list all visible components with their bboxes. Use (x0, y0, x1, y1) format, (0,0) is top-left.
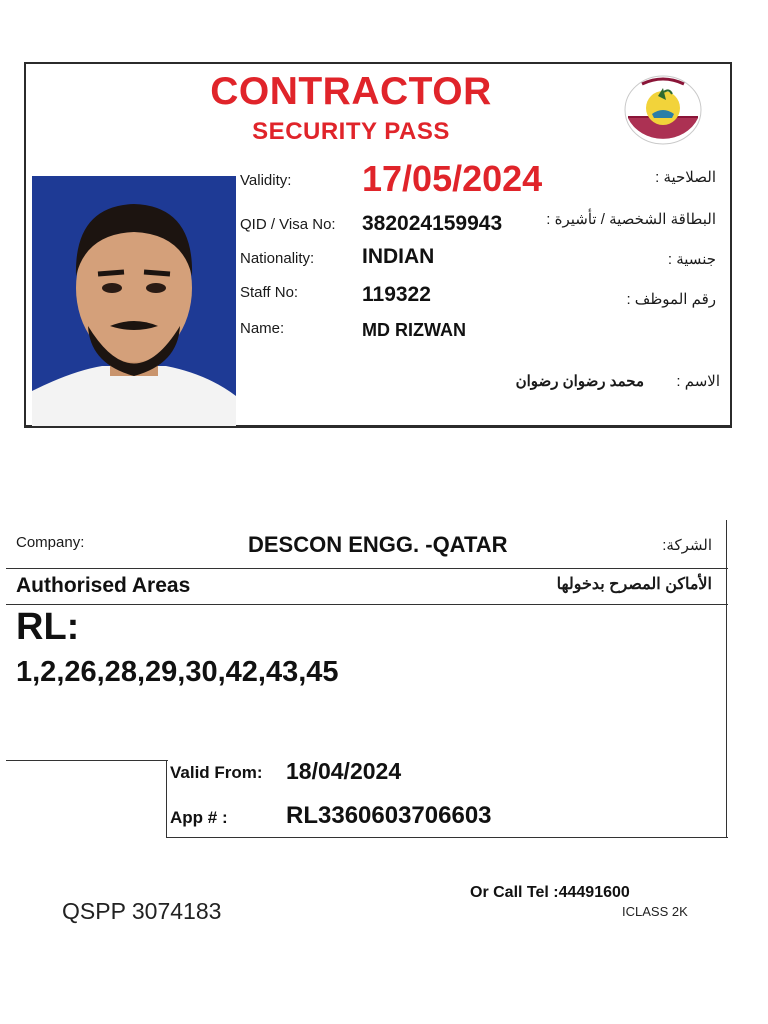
call-telephone: Or Call Tel :44491600 (470, 884, 630, 901)
authorised-areas-label: Authorised Areas (16, 574, 191, 597)
nationality-value: INDIAN (362, 245, 435, 268)
security-pass-back (2, 520, 732, 950)
staff-no-label: Staff No: (240, 284, 299, 301)
app-number-value: RL3360603706603 (286, 802, 492, 829)
valid-from-value: 18/04/2024 (286, 758, 402, 784)
divider-top (6, 568, 728, 569)
divider-left-stub (6, 760, 168, 761)
nationality-arabic-label: جنسية : (667, 251, 716, 268)
name-arabic-value: محمد رضوان رضوان (515, 373, 644, 390)
authorised-areas-arabic-label: الأماكن المصرح بدخولها (556, 576, 712, 593)
nationality-label: Nationality: (240, 250, 315, 267)
staff-no-value: 119322 (362, 283, 431, 306)
validity-label: Validity: (240, 172, 292, 189)
card-subtitle: SECURITY PASS (252, 118, 450, 145)
validity-value: 17/05/2024 (362, 158, 543, 199)
qatar-emblem-icon (622, 70, 704, 146)
name-value: MD RIZWAN (362, 320, 466, 340)
qid-label: QID / Visa No: (240, 216, 336, 233)
validity-box-bottom (166, 837, 728, 838)
qid-value: 382024159943 (362, 212, 503, 235)
qspp-number: QSPP 3074183 (62, 898, 222, 924)
holder-photo (32, 176, 236, 426)
name-arabic-label: الاسم : (676, 373, 720, 390)
company-label: Company: (16, 534, 85, 551)
right-border (726, 520, 727, 838)
validity-arabic-label: الصلاحية : (655, 169, 716, 186)
name-label: Name: (240, 320, 285, 337)
app-number-label: App # : (170, 808, 228, 827)
rl-label: RL: (16, 606, 80, 648)
validity-box-left (166, 760, 167, 838)
valid-from-label: Valid From: (170, 763, 263, 782)
card-title: CONTRACTOR (210, 70, 492, 113)
qid-arabic-label: البطاقة الشخصية / تأشيرة : (546, 211, 716, 228)
staff-no-arabic-label: رقم الموظف : (626, 291, 716, 308)
company-arabic-label: الشركة: (662, 537, 712, 554)
security-pass-front (24, 62, 732, 428)
divider-areas (6, 604, 728, 605)
company-value: DESCON ENGG. -QATAR (248, 532, 508, 557)
iclass-mark: ICLASS 2K (622, 904, 688, 919)
rl-area-codes: 1,2,26,28,29,30,42,43,45 (16, 656, 339, 688)
